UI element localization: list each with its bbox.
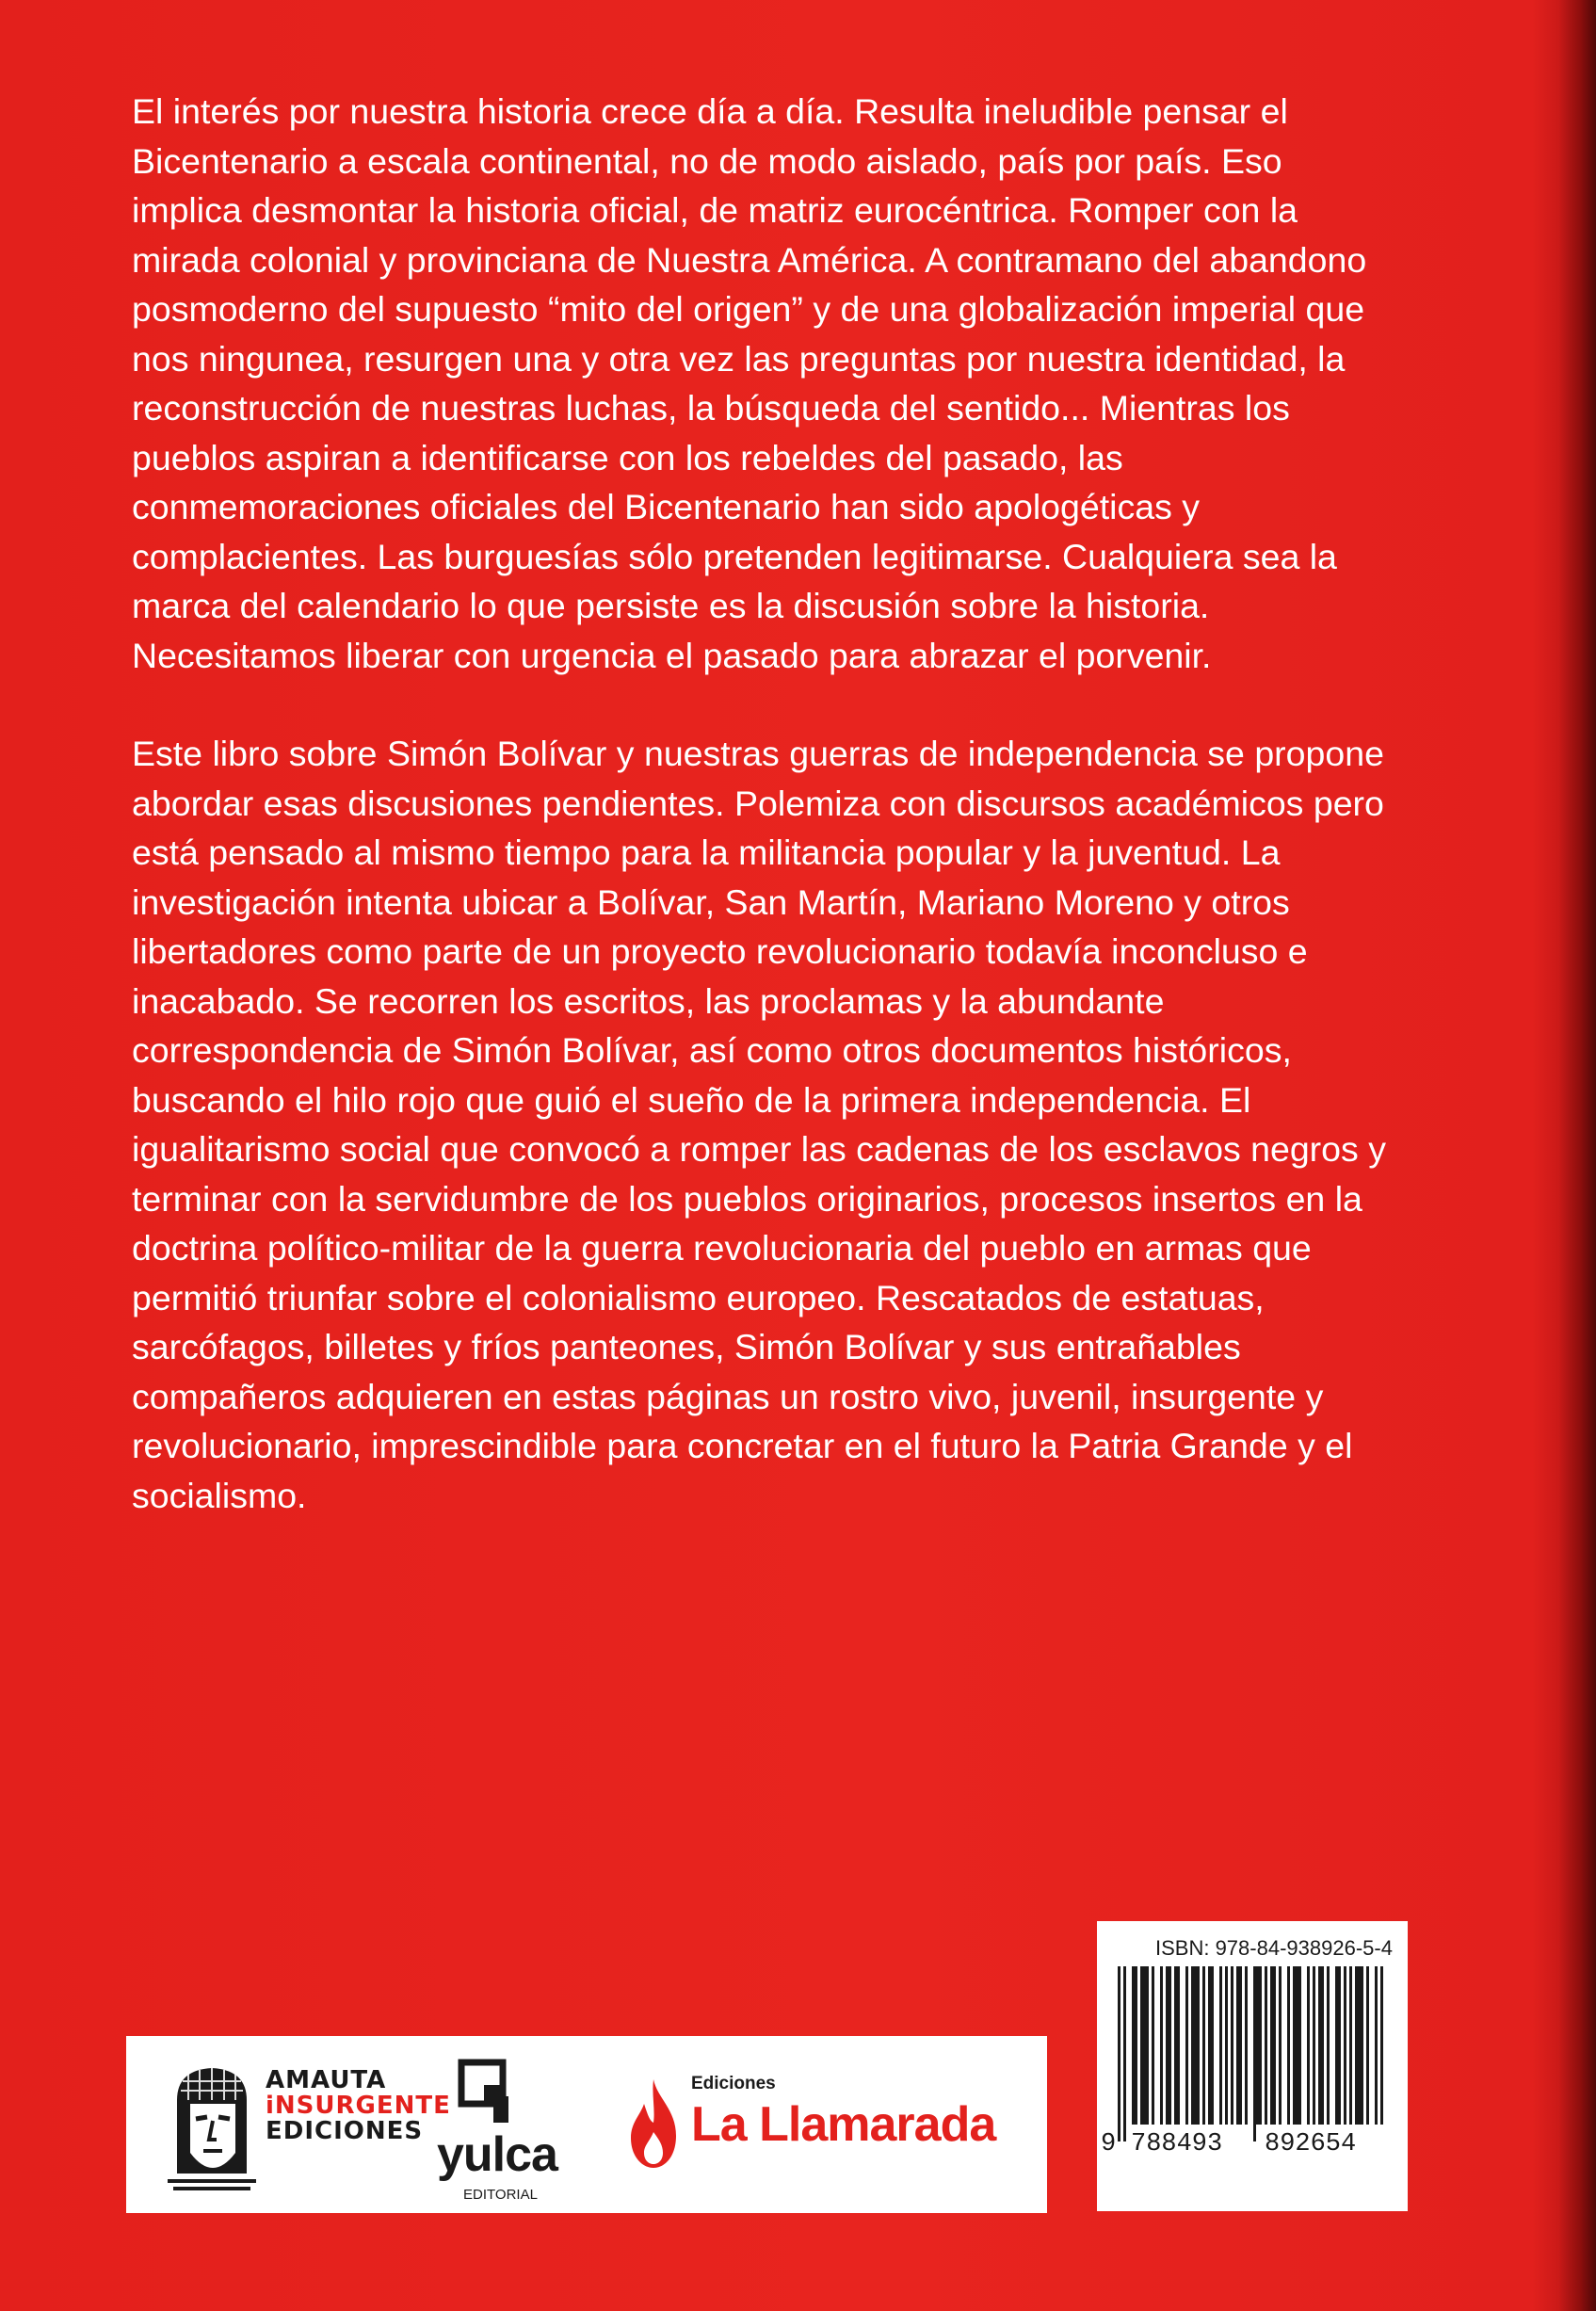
amauta-line-2: iNSURGENTE	[266, 2092, 451, 2120]
isbn-label: ISBN: 978-84-938926-5-4	[1155, 1936, 1393, 1960]
blurb-paragraph-2: Este libro sobre Simón Bolívar y nuestras guerras de independencia se propone abordar esas discusiones pendientes. Polemiza con discursos académicos pero está pensado al mismo tiempo para la militancia popular y la juventud. La investigación intenta ubicar a Bolívar, San Martín, Mariano Moreno y otros libertadores como parte de un proyecto revolucionario todavía inconcluso e inacabado. Se recorren los escritos, las proclamas y la abundante correspondencia de Simón Bolívar, así como otros documentos históricos, buscando el hilo rojo que guió el sueño de la primera independencia. El igualitarismo social que convocó a romper las cadenas de los esclavos negros y terminar con la servidumbre de los pueblos originarios, procesos insertos en la doctrina político-militar de la guerra revolucionaria del pueblo en armas que permitió triunfar sobre el colonialismo europeo. Rescatados de estatuas, sarcófagos, billetes y fríos panteones, Simón Bolívar y sus entrañables compañeros adquieren en estas páginas un rostro vivo, juvenil, insurgente y revolucionario, imprescindible para concretar en el futuro la Patria Grande y el socialismo.	[132, 734, 1386, 1515]
llamarada-prefix: Ediciones	[691, 2074, 776, 2093]
amauta-line-1: AMAUTA	[266, 2066, 387, 2094]
barcode-digit-group-1: 788493	[1131, 2130, 1223, 2158]
spine-edge	[1558, 0, 1596, 2311]
flame-icon	[625, 2077, 682, 2172]
publisher-logos	[126, 2036, 1047, 2213]
amauta-wordmark	[266, 2068, 451, 2144]
llamarada-wordmark: La Llamarada	[691, 2097, 996, 2152]
blurb-paragraph-1: El interés por nuestra historia crece día a día. Resulta ineludible pensar el Bicentenario a escala continental, no de modo aislado, país por país. Eso implica desmontar la historia oficial, de matriz eurocéntrica. Romper con la mirada colonial y provinciana de Nuestra América. A contramano del abandono posmoderno del supuesto “mito del origen” y de una globalización imperial que nos ningunea, resurgen una y otra vez las preguntas por nuestra identidad, la reconstrucción de nuestras luchas, la búsqueda del sentido... Mientras los pueblos aspiran a identificarse con los rebeldes del pasado, las conmemoraciones oficiales del Bicentenario han sido apologéticas y complacientes. Las burguesías sólo pretenden legitimarse. Cualquiera sea la marca del calendario lo que persiste es la discusión sobre la historia. Necesitamos liberar con urgencia el pasado para abrazar el porvenir.	[132, 91, 1367, 675]
barcode-digit-group-2: 892654	[1265, 2130, 1357, 2158]
blurb-text	[132, 87, 1389, 1520]
barcode-icon	[1116, 1966, 1389, 2145]
amauta-head-icon	[160, 2062, 264, 2194]
la-llamarada-logo	[625, 2070, 1021, 2183]
yulca-subtitle: EDITORIAL	[463, 2187, 538, 2203]
yulca-square-icon	[458, 2059, 514, 2126]
barcode-box	[1097, 1921, 1408, 2211]
amauta-insurgente-logo	[160, 2062, 451, 2194]
yulca-editorial-logo	[437, 2051, 578, 2202]
yulca-wordmark: yulca	[437, 2127, 557, 2182]
amauta-line-3: EDICIONES	[266, 2117, 424, 2145]
barcode-digit-first: 9	[1101, 2130, 1117, 2158]
